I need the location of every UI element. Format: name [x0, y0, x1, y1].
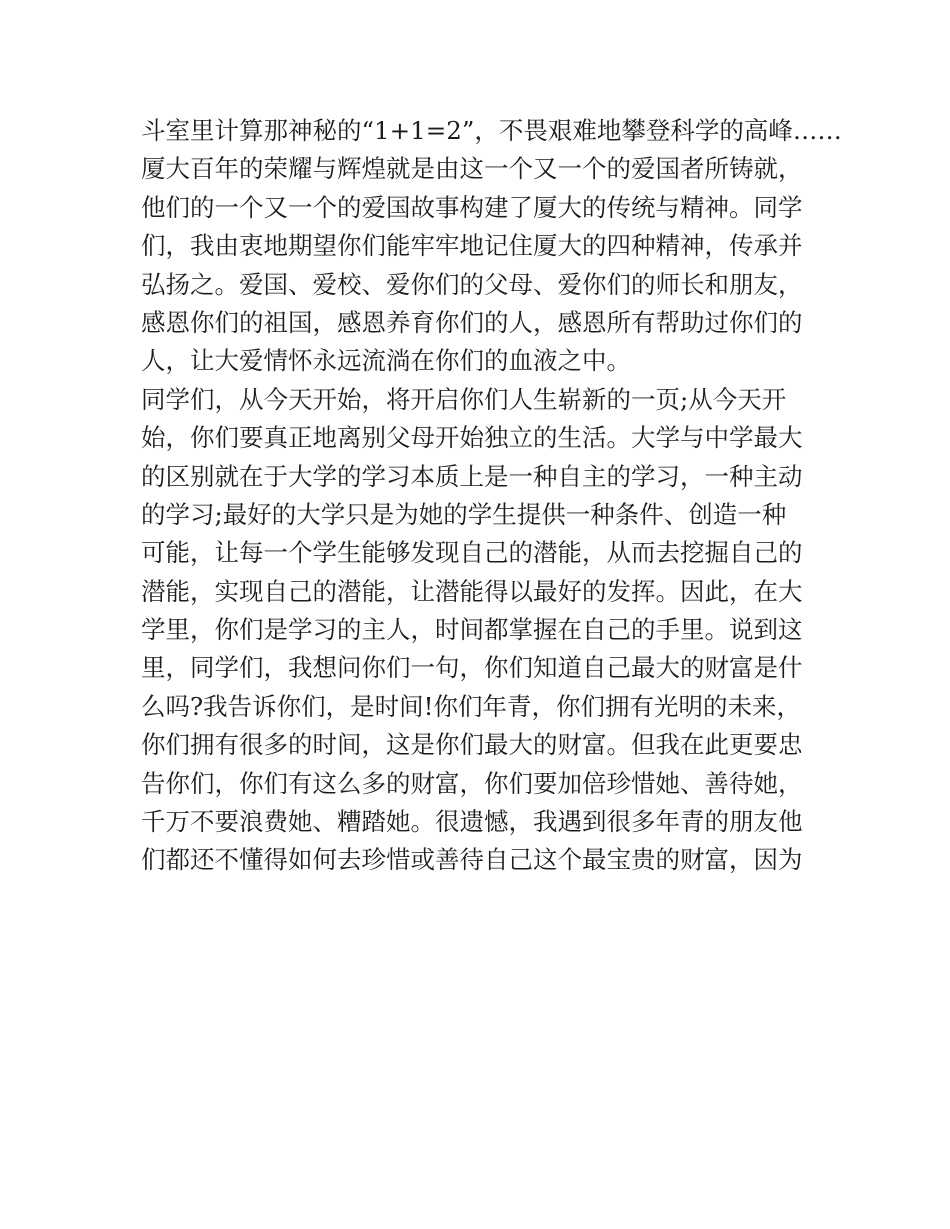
text-line: 弘扬之。爱国、爱校、爱你们的父母、爱你们的师长和朋友， [141, 269, 803, 299]
text-line: 始，你们要真正地离别父母开始独立的生活。大学与中学最大 [141, 423, 803, 453]
text-line: 的区别就在于大学的学习本质上是一种自主的学习，一种主动 [141, 461, 803, 491]
text-line: 么吗?我告诉你们，是时间!你们年青，你们拥有光明的未来， [141, 691, 801, 721]
text-line: 你们拥有很多的时间，这是你们最大的财富。但我在此更要忠 [141, 730, 803, 760]
text-line: 告你们，你们有这么多的财富，你们要加倍珍惜她、善待她， [141, 768, 803, 798]
text-line: 感恩你们的祖国，感恩养育你们的人，感恩所有帮助过你们的 [141, 307, 803, 337]
text-line: 斗室里计算那神秘的“1+1=2”，不畏艰难地攀登科学的高峰…… [141, 116, 842, 145]
text-line: 人，让大爱情怀永远流淌在你们的血液之中。 [141, 346, 631, 376]
text-line: 的学习;最好的大学只是为她的学生提供一种条件、创造一种 [141, 499, 787, 529]
text-line: 潜能，实现自己的潜能，让潜能得以最好的发挥。因此，在大 [141, 576, 803, 606]
text-line: 千万不要浪费她、糟踏她。很遗憾，我遇到很多年青的朋友他 [141, 807, 803, 837]
text-line: 学里，你们是学习的主人，时间都掌握在自己的手里。说到这 [141, 615, 803, 645]
text-line: 里，同学们，我想问你们一句，你们知道自己最大的财富是什 [141, 653, 803, 683]
text-line: 他们的一个又一个的爱国故事构建了厦大的传统与精神。同学 [141, 192, 803, 222]
text-line: 厦大百年的荣耀与辉煌就是由这一个又一个的爱国者所铸就， [141, 154, 803, 184]
text-line: 们都还不懂得如何去珍惜或善待自己这个最宝贵的财富，因为 [141, 845, 803, 875]
text-line: 同学们，从今天开始，将开启你们人生崭新的一页;从今天开 [141, 384, 787, 414]
body-text [141, 112, 842, 880]
text-line: 们，我由衷地期望你们能牢牢地记住厦大的四种精神，传承并 [141, 231, 803, 261]
text-line: 可能，让每一个学生能够发现自己的潜能，从而去挖掘自己的 [141, 538, 803, 568]
